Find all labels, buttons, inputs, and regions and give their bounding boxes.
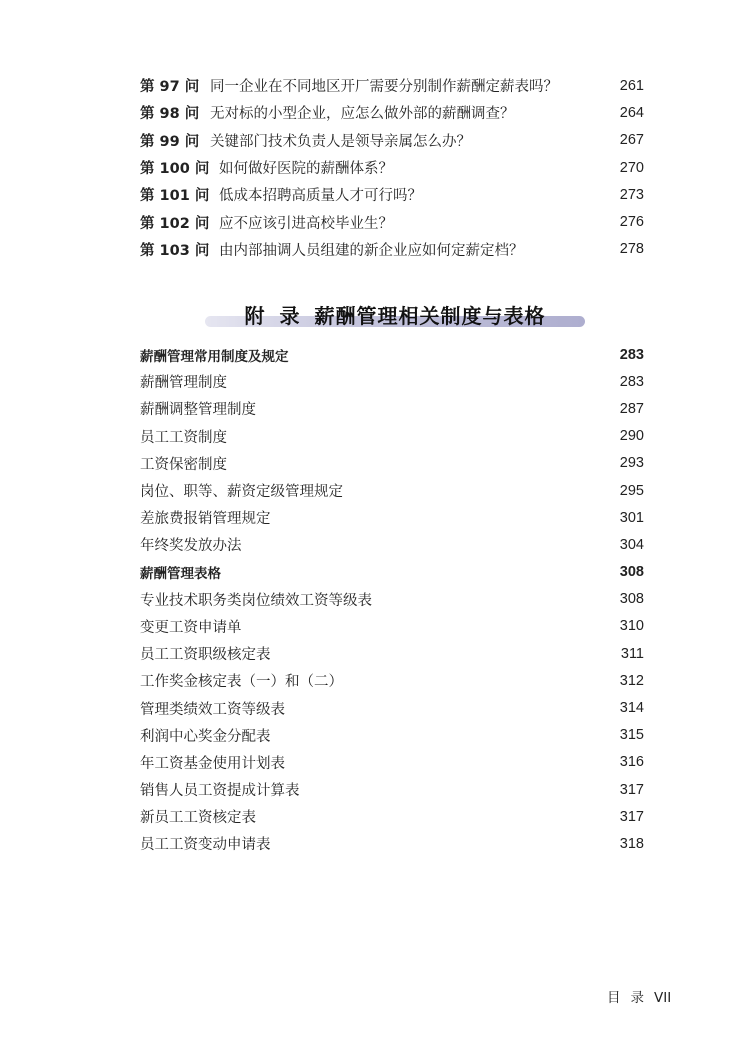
entry-title: 员工工资制度 <box>140 429 227 446</box>
question-title: 由内部抽调人员组建的新企业应如何定薪定档？ <box>219 242 524 259</box>
footer-label-b: 录 <box>630 990 644 1006</box>
entry-title: 管理类绩效工资等级表 <box>140 701 285 718</box>
page-number: 312 <box>619 672 644 689</box>
page-number: 315 <box>619 727 644 744</box>
entry-title: 专业技术职务类岗位绩效工资等级表 <box>140 592 372 609</box>
question-title: 应不应该引进高校毕业生？ <box>219 215 393 232</box>
toc-entry[interactable] <box>140 531 644 558</box>
entry-title: 员工工资职级核定表 <box>140 647 271 664</box>
appendix-list <box>140 341 644 858</box>
toc-entry[interactable] <box>140 803 644 830</box>
entry-title: 销售人员工资提成计算表 <box>140 783 300 800</box>
question-title: 如何做好医院的薪酬体系？ <box>219 161 393 178</box>
question-number: 第 97 问 <box>140 79 200 96</box>
page-footer <box>607 986 671 1006</box>
toc-entry[interactable] <box>140 830 644 857</box>
appendix-banner <box>205 300 585 334</box>
page-number: 293 <box>619 455 644 472</box>
appendix-label-a: 附 <box>244 304 266 328</box>
toc-entry[interactable] <box>140 586 644 613</box>
question-number: 第 99 问 <box>140 133 200 150</box>
toc-entry[interactable] <box>140 450 644 477</box>
entry-title: 差旅费报销管理规定 <box>140 511 271 528</box>
question-number: 第 98 问 <box>140 106 200 123</box>
page-number: 310 <box>619 618 644 635</box>
footer-label-a: 目 <box>607 990 621 1006</box>
toc-entry[interactable] <box>140 395 644 422</box>
page-number: 287 <box>619 400 644 417</box>
entry-title: 薪酬管理常用制度及规定 <box>140 348 289 365</box>
page-number: 318 <box>619 835 644 852</box>
question-list <box>140 72 644 263</box>
toc-entry[interactable] <box>140 776 644 803</box>
page-number: 314 <box>619 700 644 717</box>
page-number: 264 <box>619 104 644 121</box>
page-number: 273 <box>619 186 644 203</box>
question-title: 无对标的小型企业，应怎么做外部的薪酬调查？ <box>210 106 515 123</box>
question-title: 关键部门技术负责人是领导亲属怎么办？ <box>210 133 471 150</box>
entry-title: 薪酬管理表格 <box>140 566 221 583</box>
page-number: 290 <box>619 428 644 445</box>
toc-entry[interactable] <box>140 127 644 154</box>
toc-entry[interactable] <box>140 99 644 126</box>
question-number: 第 103 问 <box>140 242 210 259</box>
question-title: 低成本招聘高质量人才可行吗？ <box>219 188 422 205</box>
toc-entry[interactable] <box>140 208 644 235</box>
toc-entry[interactable] <box>140 236 644 263</box>
page-number: 276 <box>619 214 644 231</box>
appendix-heading <box>205 300 585 329</box>
page-number: 304 <box>619 536 644 553</box>
appendix-title: 薪酬管理相关制度与表格 <box>314 304 546 328</box>
entry-title: 年工资基金使用计划表 <box>140 755 285 772</box>
entry-title: 岗位、职等、薪资定级管理规定 <box>140 484 343 501</box>
entry-title: 薪酬调整管理制度 <box>140 402 256 419</box>
toc-entry[interactable] <box>140 423 644 450</box>
toc-entry[interactable] <box>140 667 644 694</box>
question-title: 同一企业在不同地区开厂需要分别制作薪酬定薪表吗？ <box>210 79 558 96</box>
page-number: 270 <box>619 159 644 176</box>
toc-entry[interactable] <box>140 181 644 208</box>
toc-entry[interactable] <box>140 694 644 721</box>
appendix-label-b: 录 <box>279 304 301 328</box>
toc-entry[interactable] <box>140 613 644 640</box>
toc-entry[interactable] <box>140 504 644 531</box>
question-number: 第 102 问 <box>140 215 210 232</box>
page-number: 267 <box>619 132 644 149</box>
page-number: 308 <box>619 591 644 608</box>
entry-title: 变更工资申请单 <box>140 619 242 636</box>
page-number: 295 <box>619 482 644 499</box>
toc-section-heading[interactable] <box>140 559 644 586</box>
page-number: 261 <box>619 77 644 94</box>
page-number: 283 <box>619 373 644 390</box>
toc-entry[interactable] <box>140 477 644 504</box>
entry-title: 薪酬管理制度 <box>140 375 227 392</box>
page-number: 316 <box>619 754 644 771</box>
question-number: 第 100 问 <box>140 161 210 178</box>
page-number: 311 <box>620 645 644 662</box>
toc-entry[interactable] <box>140 154 644 181</box>
page-number: 301 <box>619 509 644 526</box>
question-number: 第 101 问 <box>140 188 210 205</box>
toc-entry[interactable] <box>140 368 644 395</box>
toc-section-heading[interactable] <box>140 341 644 368</box>
entry-title: 新员工工资核定表 <box>140 810 256 827</box>
toc-entry[interactable] <box>140 749 644 776</box>
page-number: 308 <box>619 564 644 581</box>
toc-entry[interactable] <box>140 72 644 99</box>
toc-entry[interactable] <box>140 640 644 667</box>
page-number: 317 <box>619 781 644 798</box>
entry-title: 工作奖金核定表（一）和（二） <box>140 674 343 691</box>
entry-title: 员工工资变动申请表 <box>140 837 271 854</box>
toc-entry[interactable] <box>140 722 644 749</box>
page-number: 283 <box>619 346 644 363</box>
footer-page-numeral: VII <box>654 990 672 1006</box>
page-number: 278 <box>619 241 644 258</box>
page-number: 317 <box>619 808 644 825</box>
entry-title: 工资保密制度 <box>140 456 227 473</box>
entry-title: 利润中心奖金分配表 <box>140 728 271 745</box>
entry-title: 年终奖发放办法 <box>140 538 242 555</box>
